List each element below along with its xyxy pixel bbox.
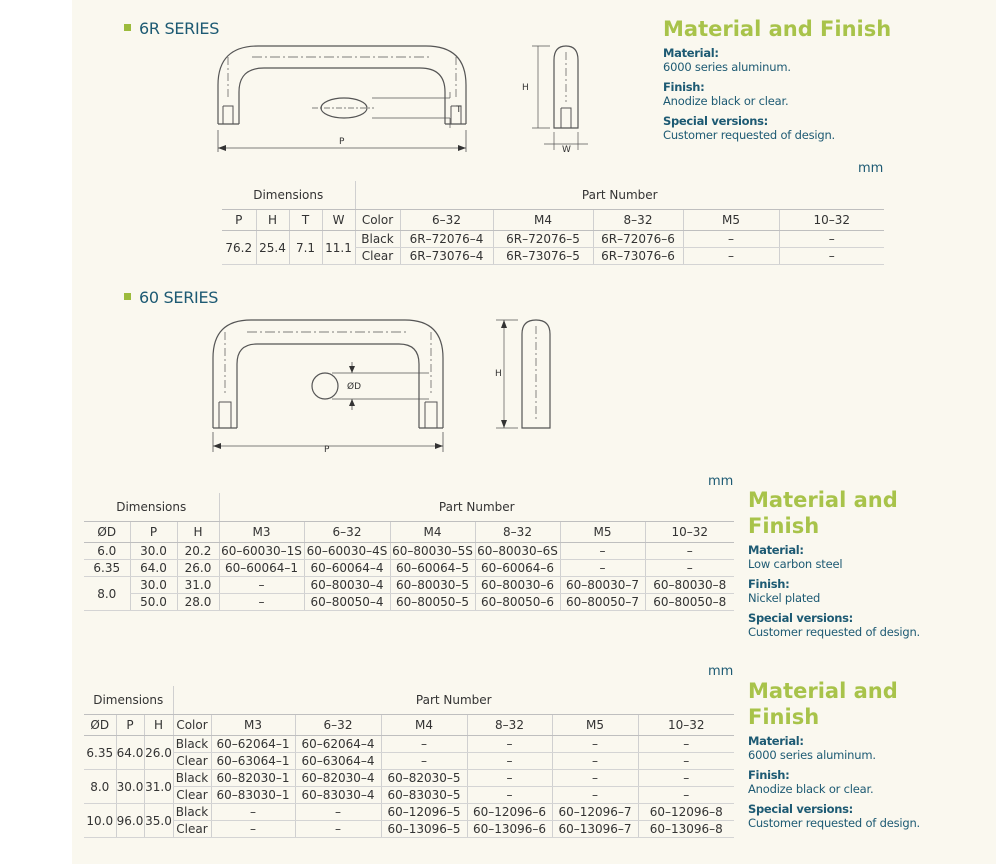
material-finish-title: Material and Finish xyxy=(663,17,892,41)
column-header: Color xyxy=(173,715,211,736)
column-header: Color xyxy=(355,210,400,231)
table-cell: 31.0 xyxy=(177,577,219,594)
table-cell: 26.0 xyxy=(177,560,219,577)
column-header: W xyxy=(322,210,355,231)
table-cell: 60–63064–1 xyxy=(211,753,295,770)
material-label: Material: xyxy=(748,543,804,557)
column-header: M4 xyxy=(493,210,593,231)
handle-6r-side-drawing xyxy=(522,40,602,170)
table-row xyxy=(84,770,734,787)
special-versions-value: Customer requested of design. xyxy=(748,625,921,639)
table-cell: 26.0 xyxy=(144,736,173,770)
table-cell: 60–83030–5 xyxy=(381,787,467,804)
table-cell: 60–12096–7 xyxy=(552,804,638,821)
table-cell: 60–80050–6 xyxy=(475,594,560,611)
table-cell: – xyxy=(381,736,467,753)
finish-label: Finish: xyxy=(748,768,790,782)
group-header-part-number: Part Number xyxy=(355,181,884,210)
spec-table-6r xyxy=(222,181,884,265)
material-finish-title-line: Finish xyxy=(748,705,820,729)
table-cell: 31.0 xyxy=(144,770,173,804)
column-header: P xyxy=(222,210,256,231)
table-cell: 64.0 xyxy=(116,736,144,770)
dim-label-t: T xyxy=(456,105,462,115)
material-finish-title-line: Material and xyxy=(748,488,898,512)
table-cell: 6R–73076–4 xyxy=(400,248,493,265)
table-cell: 60–63064–4 xyxy=(295,753,381,770)
table-cell: 6R–72076–4 xyxy=(400,231,493,248)
table-cell: 60–60030–1S xyxy=(219,543,304,560)
table-cell: – xyxy=(552,787,638,804)
material-finish-60-steel xyxy=(748,487,920,645)
table-cell: 60–80050–5 xyxy=(390,594,475,611)
table-cell: 60–62064–1 xyxy=(211,736,295,753)
handle-6r-front-drawing xyxy=(212,40,492,170)
table-cell: 96.0 xyxy=(116,804,144,838)
group-header-dimensions: Dimensions xyxy=(222,181,355,210)
table-cell: 60–60064–6 xyxy=(475,560,560,577)
table-cell: Clear xyxy=(173,821,211,838)
series-title: 60 SERIES xyxy=(139,288,219,307)
material-finish-title-line: Finish xyxy=(748,514,820,538)
table-cell: 25.4 xyxy=(256,231,289,265)
column-header: P xyxy=(130,522,177,543)
spec-table-60-steel xyxy=(84,493,734,611)
column-header: H xyxy=(144,715,173,736)
table-cell: 7.1 xyxy=(289,231,322,265)
table-cell: 60–83030–1 xyxy=(211,787,295,804)
table-cell: 20.2 xyxy=(177,543,219,560)
column-header: 10–32 xyxy=(645,522,734,543)
unit-label-mm: mm xyxy=(708,664,734,679)
table-row xyxy=(84,560,734,577)
table-row xyxy=(222,231,884,248)
series-heading-60 xyxy=(124,288,218,307)
table-cell: 60–13096–8 xyxy=(638,821,734,838)
material-finish-title xyxy=(748,487,920,539)
table-cell: 64.0 xyxy=(130,560,177,577)
special-versions-label: Special versions: xyxy=(748,611,853,625)
group-header-part-number: Part Number xyxy=(173,686,734,715)
material-value: 6000 series aluminum. xyxy=(663,60,791,74)
column-header: ØD xyxy=(84,522,130,543)
table-cell: – xyxy=(295,804,381,821)
table-row xyxy=(84,821,734,838)
column-header: M3 xyxy=(211,715,295,736)
table-cell: 60–80050–4 xyxy=(304,594,390,611)
table-cell: Clear xyxy=(355,248,400,265)
dim-label-d: ØD xyxy=(347,382,362,392)
table-cell: – xyxy=(560,543,645,560)
table-cell: 60–82030–1 xyxy=(211,770,295,787)
material-finish-60-aluminum xyxy=(748,678,920,836)
table-cell: – xyxy=(211,804,295,821)
group-header-part-number: Part Number xyxy=(219,493,734,522)
column-header: 8–32 xyxy=(467,715,552,736)
finish-label: Finish: xyxy=(748,577,790,591)
bullet-square-icon xyxy=(124,24,131,31)
column-header: M4 xyxy=(390,522,475,543)
table-cell: – xyxy=(638,787,734,804)
table-cell: – xyxy=(467,753,552,770)
table-row xyxy=(84,543,734,560)
table-cell: 28.0 xyxy=(177,594,219,611)
table-cell: 60–80030–5 xyxy=(390,577,475,594)
table-cell: Black xyxy=(173,770,211,787)
table-cell: 60–13096–5 xyxy=(381,821,467,838)
handle-60-side-drawing xyxy=(492,312,582,442)
table-cell: – xyxy=(467,770,552,787)
column-header: M3 xyxy=(219,522,304,543)
special-versions-value: Customer requested of design. xyxy=(748,816,921,830)
finish-value: Nickel plated xyxy=(748,591,821,605)
material-value: Low carbon steel xyxy=(748,557,843,571)
table-row xyxy=(84,753,734,770)
column-header: M5 xyxy=(683,210,779,231)
table-cell: – xyxy=(683,248,779,265)
table-cell: – xyxy=(381,753,467,770)
column-header: P xyxy=(116,715,144,736)
table-cell: – xyxy=(552,770,638,787)
table-cell: 8.0 xyxy=(84,577,130,611)
table-cell: Clear xyxy=(173,753,211,770)
special-versions-label: Special versions: xyxy=(663,114,768,128)
table-cell: 60–82030–5 xyxy=(381,770,467,787)
column-header: 10–32 xyxy=(779,210,884,231)
special-versions-value: Customer requested of design. xyxy=(663,128,836,142)
table-cell: – xyxy=(779,248,884,265)
table-cell: – xyxy=(219,577,304,594)
table-cell: – xyxy=(295,821,381,838)
series-title: 6R SERIES xyxy=(139,19,220,38)
table-cell: 60–80050–7 xyxy=(560,594,645,611)
table-row xyxy=(84,594,734,611)
table-cell: 60–80030–6 xyxy=(475,577,560,594)
table-cell: 6R–73076–6 xyxy=(593,248,683,265)
table-cell: 6R–72076–6 xyxy=(593,231,683,248)
table-row xyxy=(84,736,734,753)
table-cell: – xyxy=(638,753,734,770)
special-versions-label: Special versions: xyxy=(748,802,853,816)
table-cell: 60–82030–4 xyxy=(295,770,381,787)
table-cell: 35.0 xyxy=(144,804,173,838)
table-cell: 50.0 xyxy=(130,594,177,611)
table-cell: 6R–73076–5 xyxy=(493,248,593,265)
unit-label-mm: mm xyxy=(858,161,884,176)
table-cell: 60–80030–5S xyxy=(390,543,475,560)
material-finish-title-line: Material and xyxy=(748,679,898,703)
series-heading-6r xyxy=(124,19,219,38)
table-cell: 60–83030–4 xyxy=(295,787,381,804)
table-cell: – xyxy=(552,736,638,753)
dim-label-h: H xyxy=(495,369,502,379)
material-value: 6000 series aluminum. xyxy=(748,748,876,762)
table-cell: – xyxy=(779,231,884,248)
table-cell: 11.1 xyxy=(322,231,355,265)
table-cell: 60–60064–4 xyxy=(304,560,390,577)
table-cell: – xyxy=(683,231,779,248)
table-cell: – xyxy=(219,594,304,611)
table-cell: 8.0 xyxy=(84,770,116,804)
table-cell: 60–80030–4 xyxy=(304,577,390,594)
table-cell: 60–62064–4 xyxy=(295,736,381,753)
table-cell: 60–13096–7 xyxy=(552,821,638,838)
table-cell: – xyxy=(645,543,734,560)
column-header: 6–32 xyxy=(295,715,381,736)
table-cell: – xyxy=(638,736,734,753)
group-header-dimensions: Dimensions xyxy=(84,686,173,715)
column-header: H xyxy=(256,210,289,231)
column-header: 6–32 xyxy=(400,210,493,231)
dim-label-p: P xyxy=(339,137,345,147)
table-cell: 60–80030–8 xyxy=(645,577,734,594)
table-row xyxy=(84,804,734,821)
dim-label-w: W xyxy=(562,145,571,155)
table-cell: Clear xyxy=(173,787,211,804)
table-cell: – xyxy=(552,753,638,770)
column-header: H xyxy=(177,522,219,543)
table-cell: 6R–72076–5 xyxy=(493,231,593,248)
dim-label-h: H xyxy=(522,83,529,93)
table-cell: 6.35 xyxy=(84,736,116,770)
column-header: ØD xyxy=(84,715,116,736)
handle-60-front-drawing xyxy=(207,312,467,462)
column-header: 8–32 xyxy=(593,210,683,231)
column-header: M5 xyxy=(552,715,638,736)
bullet-square-icon xyxy=(124,293,131,300)
table-cell: Black xyxy=(173,804,211,821)
table-cell: Black xyxy=(355,231,400,248)
column-header: 6–32 xyxy=(304,522,390,543)
table-cell: 60–60064–1 xyxy=(219,560,304,577)
table-cell: – xyxy=(211,821,295,838)
table-cell: – xyxy=(645,560,734,577)
unit-label-mm: mm xyxy=(708,474,734,489)
table-cell: Black xyxy=(173,736,211,753)
table-cell: 10.0 xyxy=(84,804,116,838)
table-cell: 30.0 xyxy=(116,770,144,804)
spec-table-60-aluminum xyxy=(84,686,734,838)
table-cell: 6.35 xyxy=(84,560,130,577)
group-header-dimensions: Dimensions xyxy=(84,493,219,522)
finish-value: Anodize black or clear. xyxy=(663,94,789,108)
table-row xyxy=(84,787,734,804)
table-cell: 60–80050–8 xyxy=(645,594,734,611)
finish-value: Anodize black or clear. xyxy=(748,782,874,796)
table-cell: 60–80030–7 xyxy=(560,577,645,594)
table-cell: – xyxy=(467,787,552,804)
table-cell: 60–60064–5 xyxy=(390,560,475,577)
table-cell: – xyxy=(560,560,645,577)
column-header: 8–32 xyxy=(475,522,560,543)
table-row xyxy=(84,577,734,594)
table-cell: 30.0 xyxy=(130,543,177,560)
column-header: M5 xyxy=(560,522,645,543)
table-cell: 60–13096–6 xyxy=(467,821,552,838)
table-cell: 60–60030–4S xyxy=(304,543,390,560)
table-cell: 60–80030–6S xyxy=(475,543,560,560)
material-label: Material: xyxy=(748,734,804,748)
column-header: M4 xyxy=(381,715,467,736)
material-finish-6r xyxy=(663,16,891,148)
table-cell: 60–12096–6 xyxy=(467,804,552,821)
column-header: T xyxy=(289,210,322,231)
finish-label: Finish: xyxy=(663,80,705,94)
table-cell: – xyxy=(467,736,552,753)
material-finish-title xyxy=(748,678,920,730)
material-label: Material: xyxy=(663,46,719,60)
table-cell: 76.2 xyxy=(222,231,256,265)
table-cell: – xyxy=(638,770,734,787)
column-header: 10–32 xyxy=(638,715,734,736)
catalog-page xyxy=(72,0,996,864)
table-cell: 6.0 xyxy=(84,543,130,560)
table-cell: 60–12096–5 xyxy=(381,804,467,821)
table-cell: 30.0 xyxy=(130,577,177,594)
table-cell: 60–12096–8 xyxy=(638,804,734,821)
dim-label-p: P xyxy=(324,445,330,455)
